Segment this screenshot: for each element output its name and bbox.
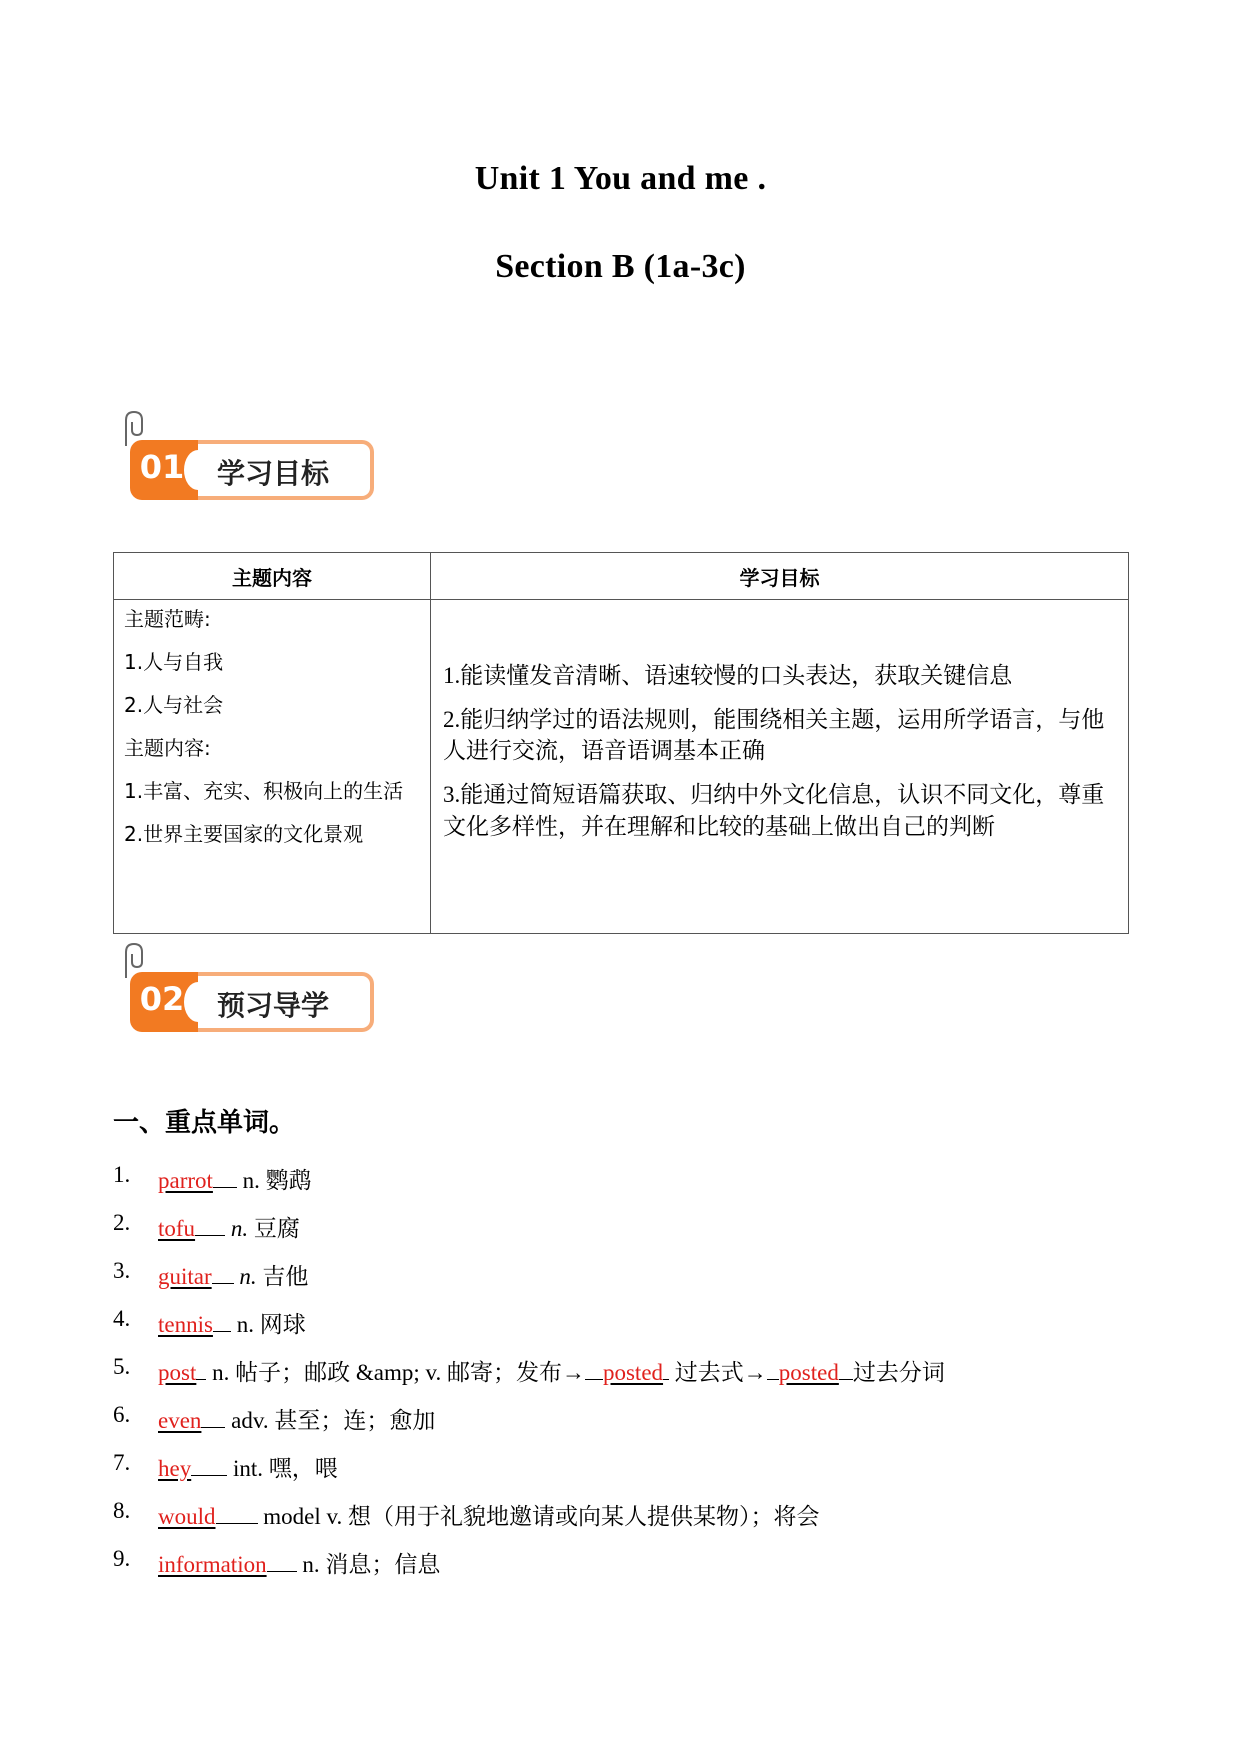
- table-header-row: [114, 553, 1129, 600]
- part-of-speech: n.: [242, 1168, 260, 1193]
- form-label: 过去式→: [674, 1360, 767, 1385]
- category-item: 1.人与自我: [124, 650, 224, 674]
- category-label: 主题范畴:: [124, 607, 211, 631]
- answer-word: information: [158, 1552, 267, 1577]
- list-item: [113, 1162, 1153, 1210]
- part-of-speech: adv.: [231, 1408, 269, 1433]
- item-number: 1.: [113, 1162, 131, 1187]
- item-number: 7.: [113, 1450, 131, 1475]
- list-item: [113, 1546, 1153, 1594]
- part-of-speech: n.: [239, 1264, 257, 1289]
- answer-word: would: [158, 1504, 216, 1529]
- item-number: 2.: [113, 1210, 131, 1235]
- page-title: Unit 1 You and me .: [474, 160, 767, 197]
- goal-item: 3.能通过简短语篇获取、归纳中外文化信息，认识不同文化，尊重文化多样性，并在理解和比较的基础上做出自己的判断: [443, 782, 1105, 839]
- item-number: 9.: [113, 1546, 131, 1571]
- content-item: 1.丰富、充实、积极向上的生活: [124, 779, 404, 803]
- table-header-goal: 学习目标: [431, 553, 1129, 600]
- list-item: [113, 1306, 1153, 1354]
- goals-table: [113, 552, 1129, 934]
- badge-number: 01: [139, 448, 185, 486]
- meaning: 嘿，喂: [268, 1456, 338, 1481]
- section-badge-02: [112, 940, 372, 1030]
- section-badge-01: [112, 408, 372, 498]
- vocab-list: [113, 1162, 1153, 1594]
- answer-word: even: [158, 1408, 202, 1433]
- list-item: [113, 1258, 1153, 1306]
- content-label: 主题内容:: [124, 736, 211, 760]
- part-of-speech: n.: [236, 1312, 254, 1337]
- list-item: [113, 1450, 1153, 1498]
- meaning: 鹦鹉: [265, 1168, 312, 1193]
- list-item: [113, 1210, 1153, 1258]
- table-row: [114, 600, 1129, 934]
- meaning: 网球: [259, 1312, 306, 1337]
- content-item: 2.世界主要国家的文化景观: [124, 822, 364, 846]
- answer-word: parrot: [158, 1168, 213, 1193]
- answer-word: tofu: [158, 1216, 196, 1241]
- vocab-heading: 一、重点单词。: [113, 1108, 296, 1138]
- list-item: [113, 1498, 1153, 1546]
- form-label: 过去分词: [852, 1360, 945, 1385]
- item-number: 8.: [113, 1498, 131, 1523]
- part-of-speech: n.: [230, 1216, 249, 1241]
- list-item: [113, 1402, 1153, 1450]
- meaning: 帖子；邮政 &amp; v. 邮寄；发布→: [235, 1360, 585, 1385]
- part-of-speech: model v.: [263, 1504, 343, 1529]
- goal-item: 1.能读懂发音清晰、语速较慢的口头表达，获取关键信息: [443, 663, 1013, 688]
- goal-cell: [431, 600, 1129, 934]
- item-number: 4.: [113, 1306, 131, 1331]
- table-header-topic: 主题内容: [114, 553, 431, 600]
- page-subtitle: Section B (1a-3c): [495, 248, 746, 285]
- meaning: 甚至；连；愈加: [274, 1408, 436, 1433]
- answer-word: post: [158, 1360, 197, 1385]
- answer-word: hey: [158, 1456, 192, 1481]
- meaning: 想（用于礼貌地邀请或向某人提供某物）；将会: [348, 1504, 820, 1529]
- badge-label-box: [198, 972, 374, 1032]
- badge-label: 预习导学: [216, 989, 329, 1022]
- item-number: 6.: [113, 1402, 131, 1427]
- category-item: 2.人与社会: [124, 693, 224, 717]
- badge-label: 学习目标: [216, 457, 329, 490]
- item-number: 5.: [113, 1354, 131, 1379]
- answer-word: guitar: [158, 1264, 212, 1289]
- part-of-speech: int.: [232, 1456, 263, 1481]
- meaning: 豆腐: [253, 1216, 300, 1241]
- meaning: 吉他: [262, 1264, 309, 1289]
- answer-word-participle: posted: [778, 1360, 839, 1385]
- meaning: 消息；信息: [325, 1552, 441, 1577]
- part-of-speech: n.: [302, 1552, 320, 1577]
- badge-number: 02: [139, 980, 185, 1018]
- item-number: 3.: [113, 1258, 131, 1283]
- answer-word-past: posted: [602, 1360, 664, 1385]
- answer-word: tennis: [158, 1312, 213, 1337]
- list-item: [113, 1354, 1153, 1402]
- part-of-speech: n.: [212, 1360, 230, 1385]
- goal-item: 2.能归纳学过的语法规则，能围绕相关主题，运用所学语言，与他人进行交流，语音语调基本正确: [443, 706, 1105, 764]
- topic-cell: [114, 600, 431, 934]
- badge-label-box: [198, 440, 374, 500]
